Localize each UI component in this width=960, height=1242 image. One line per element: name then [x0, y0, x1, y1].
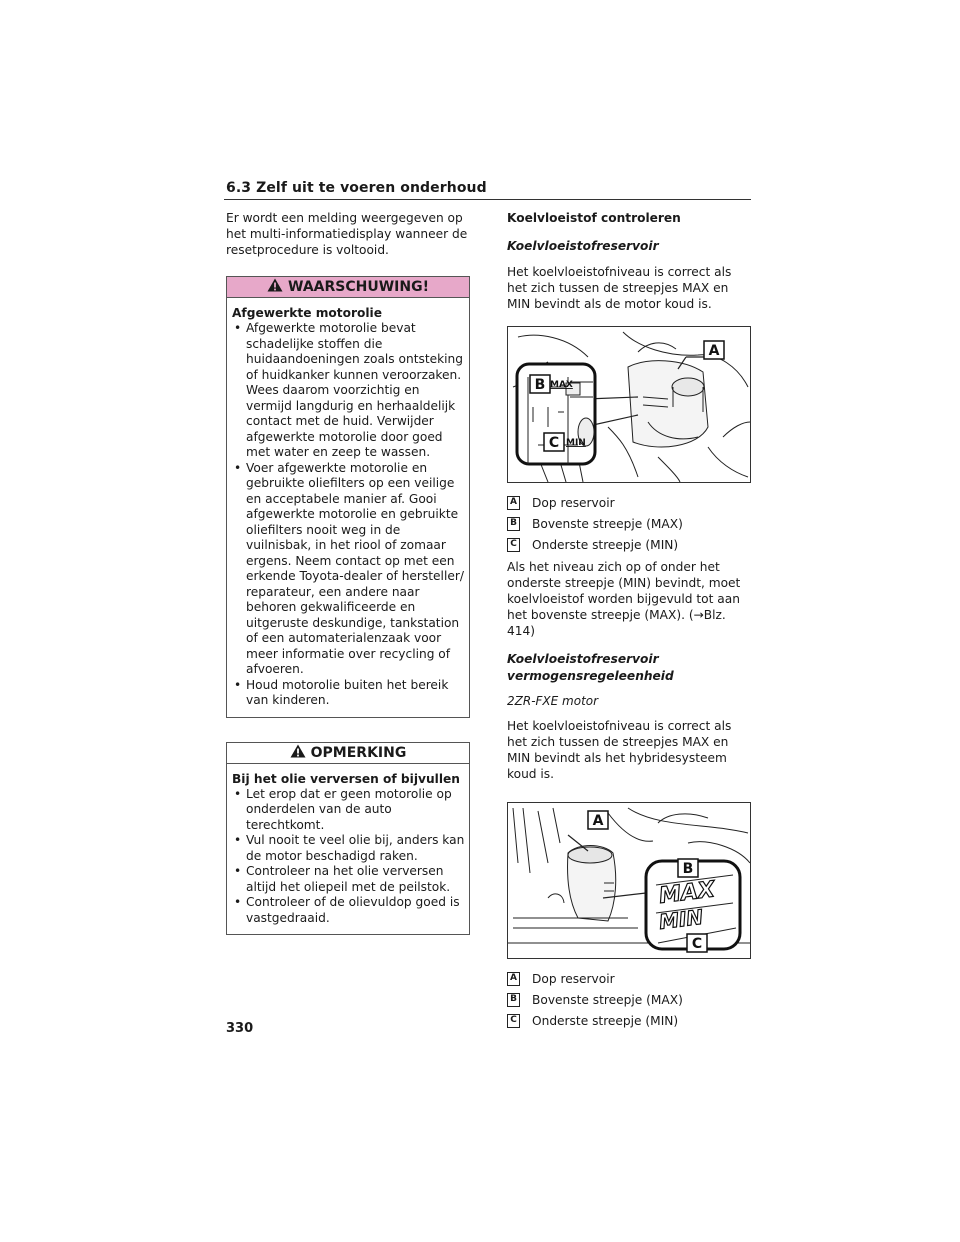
legend-row	[507, 1010, 751, 1031]
min-mark-label: MIN	[657, 904, 705, 934]
note-header	[227, 743, 469, 764]
legend-row	[507, 492, 751, 513]
left-column	[226, 210, 470, 935]
inverter-reservoir-text: Het koelvloeistofniveau is correct als het zich tussen de streepjes MAX en MIN bevindt als het hybridesysteem koud is.	[507, 719, 732, 781]
callout-c: C	[548, 435, 560, 451]
callout-b: B	[682, 861, 694, 877]
note-box	[226, 742, 470, 936]
coolant-section-title: Koelvloeistof controleren	[507, 211, 681, 225]
min-mark-label: MIN	[566, 438, 586, 448]
reservoir-subtitle: Koelvloeistofreservoir	[507, 239, 659, 253]
legend-row	[507, 513, 751, 534]
legend-1	[507, 492, 751, 555]
list-item: • Controleer of de olievuldop goed is vastgedraaid.	[232, 895, 465, 926]
inverter-reservoir-title-line1: Koelvloeistofreservoir	[507, 652, 659, 666]
note-title: OPMERKING	[310, 744, 407, 761]
list-item: • Let erop dat er geen motorolie op onderdelen van de auto terechtkomt.	[232, 787, 465, 834]
warning-subtitle: Afgewerkte motorolie	[232, 306, 382, 320]
legend-text: Dop reservoir	[532, 495, 615, 510]
refill-paragraph: Als het niveau zich op of onder het onderste streepje (MIN) bevindt, moet koelvloeistof worden bijgevuld tot aan het bovenste streepje (MAX). (→Blz. 414)	[507, 560, 741, 638]
key-badge: B	[507, 517, 520, 531]
list-item: • Voer afgewerkte motorolie en gebruikte oliefilters op een veilige en acceptabele manier af. Gooi afgewerkte motorolie en gebruikte oliefilters nooit weg in de vuilnisbak, in het riool of zomaar ergens. Neem contact op met een erkende Toyota-dealer of hersteller/ reparateur, een andere naar behoren gekwalificeerde en uitgeruste deskundige, tankstation of een automaterialenzaak voor meer informatie over recycling of afvoeren.	[232, 461, 465, 678]
list-item: • Houd motorolie buiten het bereik van kinderen.	[232, 678, 465, 709]
callout-a: A	[592, 813, 604, 829]
legend-text: Dop reservoir	[532, 971, 615, 986]
legend-text: Bovenste streepje (MAX)	[532, 992, 683, 1007]
callout-b: B	[534, 377, 546, 393]
legend-text: Onderste streepje (MIN)	[532, 537, 679, 552]
legend-row	[507, 968, 751, 989]
reservoir-text: Het koelvloeistofniveau is correct als het zich tussen de streepjes MAX en MIN bevindt als de motor koud is.	[507, 265, 732, 311]
caution-icon	[290, 744, 306, 762]
list-item: • Vul nooit te veel olie bij, anders kan de motor beschadigd raken.	[232, 833, 465, 864]
key-badge: A	[507, 496, 520, 510]
key-badge: C	[507, 1014, 520, 1028]
max-mark-label: MAX	[550, 380, 573, 390]
max-mark-label: MAX	[657, 877, 717, 909]
key-badge: B	[507, 993, 520, 1007]
legend-row	[507, 534, 751, 555]
page-number: 330	[226, 1021, 254, 1036]
warning-box	[226, 276, 470, 718]
right-column	[507, 210, 751, 1031]
intro-paragraph: Er wordt een melding weergegeven op het multi-informatiedisplay wanneer de resetprocedure is voltooid.	[226, 211, 468, 257]
legend-text: Bovenste streepje (MAX)	[532, 516, 683, 531]
engine-label: 2ZR-FXE motor	[507, 694, 599, 708]
callout-c: C	[691, 936, 703, 952]
header-divider	[224, 199, 751, 200]
list-item: • Afgewerkte motorolie bevat schadelijke stoffen die huidaandoeningen zoals ontsteking of huidkanker kunnen veroorzaken. Wees daarom voorzichtig en vermijd langdurig en herhaaldelijk contact met de huid. Verwijder afgewerkte motorolie door goed met water en zeep te wassen.	[232, 321, 465, 461]
inverter-reservoir-illustration	[507, 802, 751, 959]
legend-text: Onderste streepje (MIN)	[532, 1013, 679, 1028]
key-badge: A	[507, 972, 520, 986]
warning-icon	[267, 278, 283, 296]
legend-row	[507, 989, 751, 1010]
note-subtitle: Bij het olie verversen of bijvullen	[232, 771, 460, 786]
warning-header	[227, 277, 469, 298]
legend-2	[507, 968, 751, 1031]
key-badge: C	[507, 538, 520, 552]
warning-title: WAARSCHUWING!	[288, 279, 429, 295]
section-header: 6.3 Zelf uit te voeren onderhoud	[226, 180, 487, 196]
coolant-reservoir-illustration	[507, 326, 751, 483]
list-item: • Controleer na het olie verversen altijd het oliepeil met de peilstok.	[232, 864, 465, 895]
warning-list	[232, 321, 465, 709]
callout-a: A	[708, 343, 720, 359]
inverter-reservoir-title-line2: vermogensregeleenheid	[507, 669, 674, 683]
note-list	[232, 787, 465, 927]
